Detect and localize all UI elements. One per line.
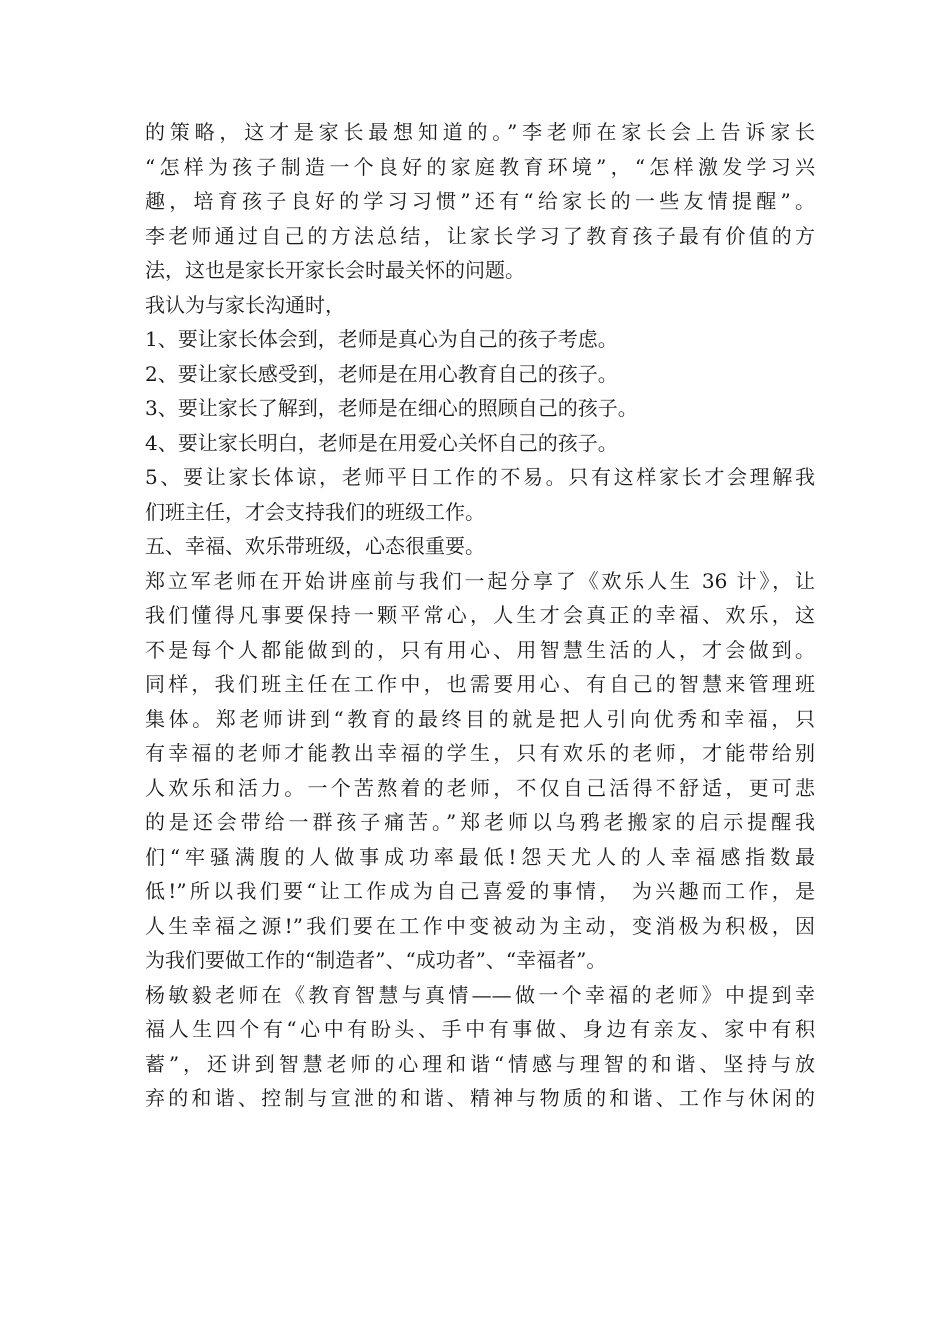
text-line: 为我们要做工作的“制造者”、“成功者”、“幸福者”。 <box>145 948 607 972</box>
document-body <box>145 115 815 1116</box>
text-line: 不是每个人都能做到的，只有用心、用智慧生活的人，才会做到。 <box>145 637 815 662</box>
text-line: 有幸福的老师才能教出幸福的学生，只有欢乐的老师，才能带给别 <box>145 741 815 765</box>
text-line: 趣，培育孩子良好的学习习惯”还有“给家长的一些友情提醒”。 <box>145 189 815 213</box>
text-line: 的是还会带给一群孩子痛苦。”郑老师以乌鸦老搬家的启示提醒我 <box>145 810 815 834</box>
text-line: 低!”所以我们要“让工作成为自己喜爱的事情， 为兴趣而工作，是 <box>145 879 815 903</box>
text-line: 的策略，这才是家长最想知道的。”李老师在家长会上告诉家长 <box>145 120 815 144</box>
list-item: 5、要让家长体谅，老师平日工作的不易。只有这样家长才会理解我 <box>145 465 815 489</box>
text-line: 们班主任，才会支持我们的班级工作。 <box>145 499 485 524</box>
text-line: 我们懂得凡事要保持一颗平常心，人生才会真正的幸福、欢乐，这 <box>145 603 815 627</box>
text-line: 我认为与家长沟通时， <box>145 292 345 317</box>
text-line: 蓄”，还讲到智慧老师的心理和谐“情感与理智的和谐、坚持与放 <box>145 1051 815 1076</box>
text-line: 弃的和谐、控制与宣泄的和谐、精神与物质的和谐、工作与休闲的 <box>145 1086 815 1110</box>
text-line: 集体。郑老师讲到“教育的最终目的就是把人引向优秀和幸福，只 <box>145 706 815 731</box>
text-line: 们“牢骚满腹的人做事成功率最低!怨天尤人的人幸福感指数最 <box>145 844 815 869</box>
text-line: 李老师通过自己的方法总结，让家长学习了教育孩子最有价值的方 <box>145 223 815 248</box>
text-line: 人生幸福之源!”我们要在工作中变被动为主动，变消极为积极，因 <box>145 913 815 938</box>
text-line: “怎样为孩子制造一个良好的家庭教育环境”，“怎样激发学习兴 <box>145 154 815 179</box>
list-item: 2、要让家长感受到，老师是在用心教育自己的孩子。 <box>145 361 618 386</box>
text-line: 同样，我们班主任在工作中，也需要用心、有自己的智慧来管理班 <box>145 672 815 696</box>
text-line: 杨敏毅老师在《教育智慧与真情——做一个幸福的老师》中提到幸 <box>145 982 815 1007</box>
text-line: 福人生四个有“心中有盼头、手中有事做、身边有亲友、家中有积 <box>145 1017 815 1041</box>
text-line: 法，这也是家长开家长会时最关怀的问题。 <box>145 258 525 282</box>
list-item: 3、要让家长了解到，老师是在细心的照顾自己的孩子。 <box>145 396 638 420</box>
list-item: 4、要让家长明白，老师是在用爱心关怀自己的孩子。 <box>145 430 618 455</box>
list-item: 1、要让家长体会到，老师是真心为自己的孩子考虑。 <box>145 327 618 351</box>
section-heading: 五、幸福、欢乐带班级，心态很重要。 <box>145 534 485 558</box>
text-line: 人欢乐和活力。一个苦熬着的老师，不仅自己活得不舒适，更可悲 <box>145 775 815 800</box>
text-line: 郑立军老师在开始讲座前与我们一起分享了《欢乐人生 36 计》，让 <box>145 568 815 593</box>
